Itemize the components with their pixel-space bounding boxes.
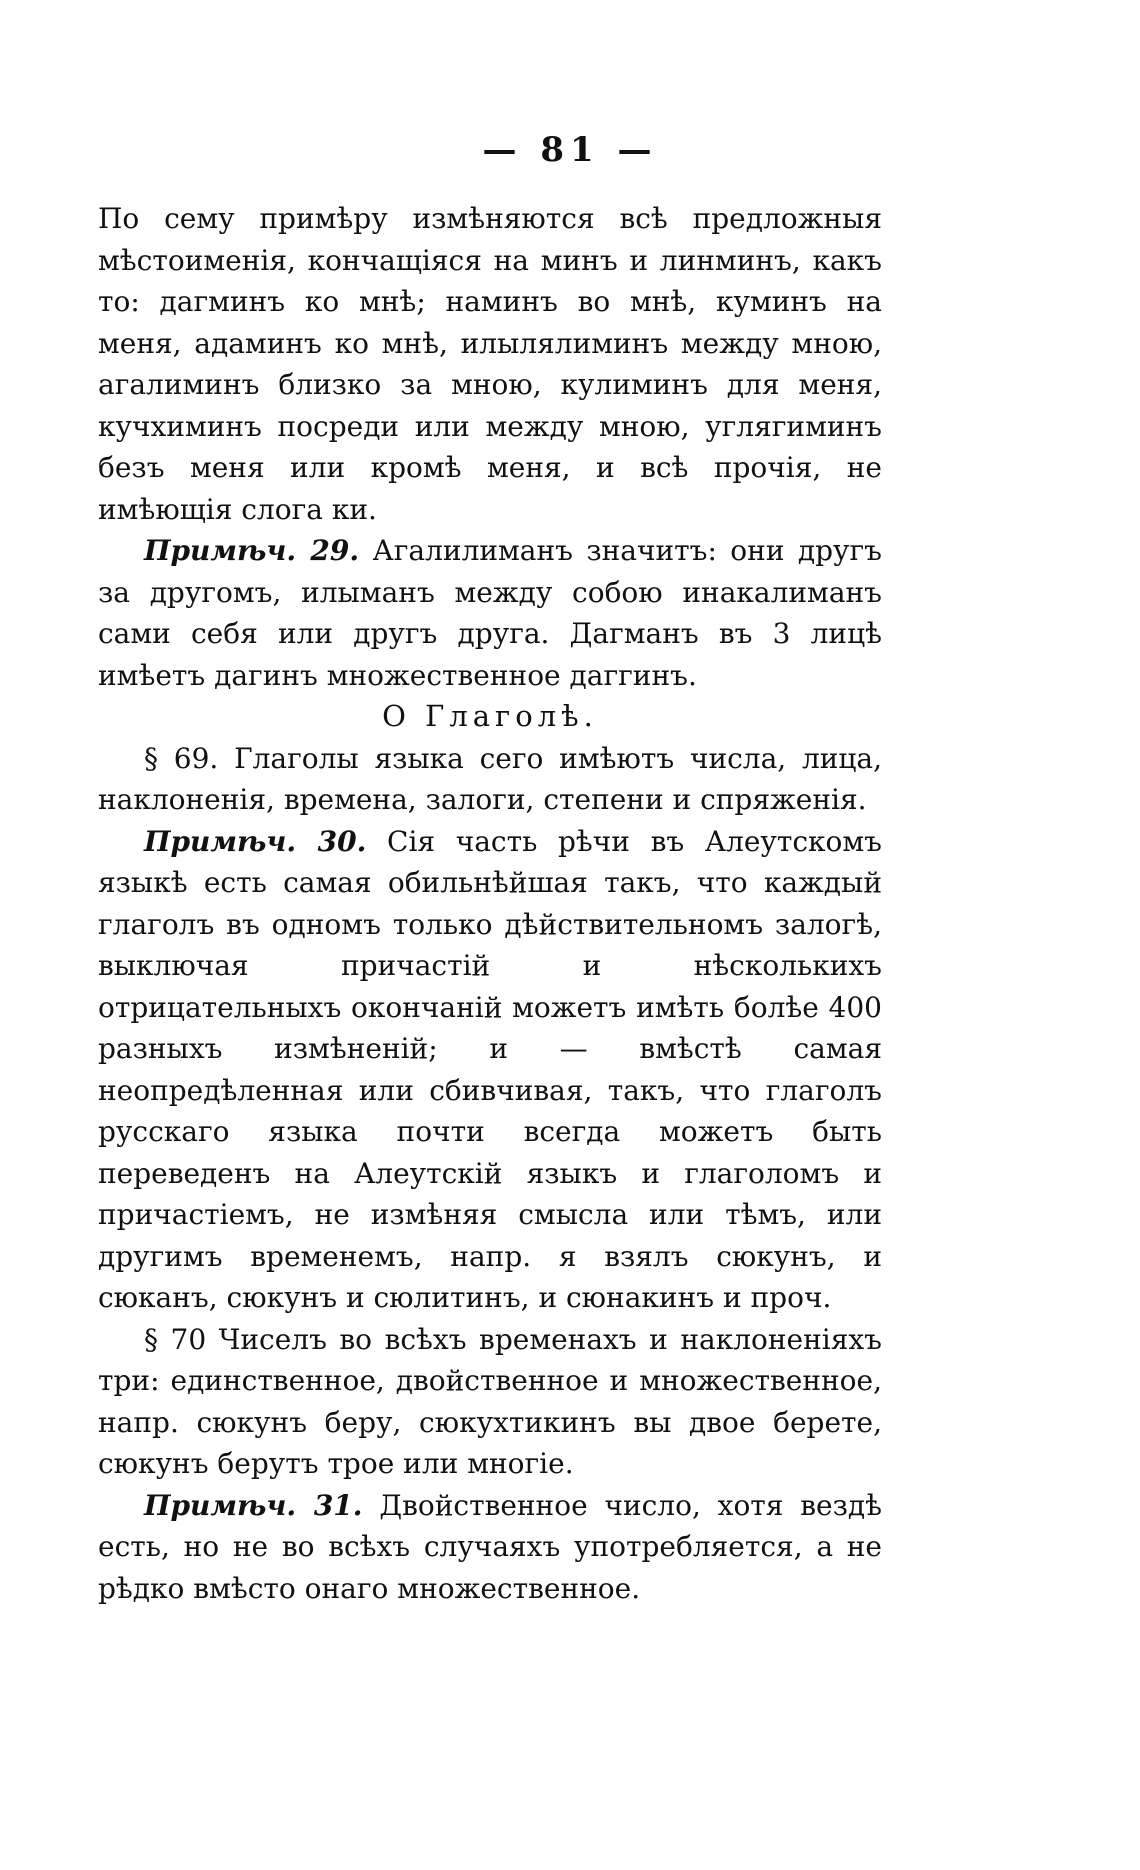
note-31 [98, 1485, 882, 1610]
paragraph-pronouns [98, 198, 882, 530]
page-number: — 81 — [482, 130, 658, 170]
note-label: Примѣч. 29. [144, 534, 360, 567]
note-29 [98, 530, 882, 696]
section-label: § 70 [144, 1322, 207, 1356]
paragraph-text: По сему примѣру измѣняются всѣ предложныя мѣстоименія, кончащіяся на минъ и линминъ, какъ то: дагминъ ко мнѣ; наминъ во мнѣ, куминъ на меня, адаминъ ко мнѣ, илылялиминъ между мною, агалиминъ близко за мною, кулиминъ для меня, кучхиминъ посреди или между мною, углягиминъ безъ меня или кромѣ меня, и всѣ прочія, не имѣющія слога ки. [98, 202, 882, 526]
note-label: Примѣч. 31. [144, 1488, 363, 1522]
section-70 [98, 1319, 882, 1485]
text-column [98, 198, 882, 1609]
section-text: Чиселъ во всѣхъ временахъ и наклоненіяхъ три: единственное, двойственное и множественное, напр. сюкунъ беру, сюкухтикинъ вы двое берете, сюкунъ берутъ трое или многіе. [98, 1322, 882, 1480]
note-30 [98, 821, 882, 1319]
section-text: Глаголы языка сего имѣютъ числа, лица, наклоненія, времена, залоги, степени и спряженія. [98, 741, 882, 816]
note-label: Примѣч. 30. [144, 824, 367, 858]
note-text: Агалилиманъ значитъ: они другъ за другомъ, илыманъ между собою инакалиманъ сами себя или другъ друга. Дагманъ въ 3 лицѣ имѣетъ дагинъ множественное даггинъ. [98, 534, 882, 692]
section-heading: О Глаголѣ. [382, 699, 598, 733]
section-69 [98, 738, 882, 821]
note-text: Двойственное число, хотя вездѣ есть, но не во всѣхъ случаяхъ употребляется, а не рѣдко вмѣсто онаго множественное. [98, 1488, 882, 1605]
section-label: § 69. [144, 741, 219, 775]
note-text: Сія часть рѣчи въ Алеутскомъ языкѣ есть самая обильнѣйшая такъ, что каждый глаголъ въ одномъ только дѣйствительномъ залогѣ, выключая причастій и нѣсколькихъ отрицательныхъ окончаній можетъ имѣть болѣе 400 разныхъ измѣненій; и — вмѣстѣ самая неопредѣленная или сбивчивая, такъ, что глаголъ русскаго языка почти всегда можетъ быть переведенъ на Алеутскій языкъ и глаголомъ и причастіемъ, не измѣняя смысла или тѣмъ, или другимъ временемъ, напр. я взялъ сюкунъ, и сюканъ, сюкунъ и сюлитинъ, и сюнакинъ и проч. [98, 824, 882, 1314]
